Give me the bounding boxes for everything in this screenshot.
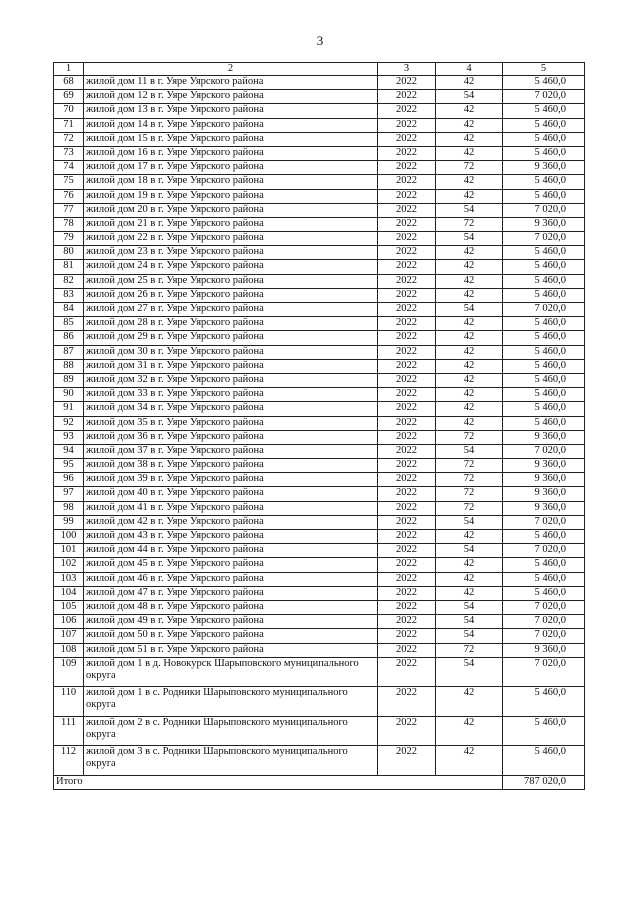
object-name-cell: жилой дом 36 в г. Уяре Уярского района: [84, 430, 378, 444]
row-number-cell: 81: [54, 260, 84, 274]
object-name-cell: жилой дом 19 в г. Уяре Уярского района: [84, 189, 378, 203]
object-name-cell: жилой дом 44 в г. Уяре Уярского района: [84, 544, 378, 558]
object-name-cell: жилой дом 2 в с. Родники Шарыповского муниципального округа: [84, 716, 378, 746]
table-row: [54, 373, 585, 387]
year-cell: 2022: [378, 600, 436, 614]
year-cell: 2022: [378, 558, 436, 572]
amount-cell: 5 460,0: [503, 530, 585, 544]
table-row: [54, 303, 585, 317]
amount-cell: 7 020,0: [503, 90, 585, 104]
row-number-cell: 101: [54, 544, 84, 558]
count-cell: 42: [436, 260, 503, 274]
object-name-cell: жилой дом 23 в г. Уяре Уярского района: [84, 246, 378, 260]
object-name-cell: жилой дом 43 в г. Уяре Уярского района: [84, 530, 378, 544]
amount-cell: 9 360,0: [503, 643, 585, 657]
column-header: 3: [378, 63, 436, 76]
count-cell: 42: [436, 586, 503, 600]
object-name-cell: жилой дом 17 в г. Уяре Уярского района: [84, 161, 378, 175]
year-cell: 2022: [378, 274, 436, 288]
object-name-cell: жилой дом 16 в г. Уяре Уярского района: [84, 146, 378, 160]
object-name-cell: жилой дом 48 в г. Уяре Уярского района: [84, 600, 378, 614]
count-cell: 72: [436, 501, 503, 515]
row-number-cell: 68: [54, 76, 84, 90]
count-cell: 42: [436, 572, 503, 586]
row-number-cell: 105: [54, 600, 84, 614]
table-row: [54, 189, 585, 203]
row-number-cell: 112: [54, 746, 84, 776]
table-row: [54, 459, 585, 473]
object-name-cell: жилой дом 47 в г. Уяре Уярского района: [84, 586, 378, 600]
row-number-cell: 72: [54, 132, 84, 146]
year-cell: 2022: [378, 345, 436, 359]
amount-cell: 9 360,0: [503, 430, 585, 444]
object-name-cell: жилой дом 34 в г. Уяре Уярского района: [84, 402, 378, 416]
amount-cell: 5 460,0: [503, 586, 585, 600]
year-cell: 2022: [378, 161, 436, 175]
table-row: [54, 716, 585, 746]
amount-cell: 5 460,0: [503, 104, 585, 118]
table-row: [54, 359, 585, 373]
amount-cell: 7 020,0: [503, 629, 585, 643]
table-row: [54, 104, 585, 118]
year-cell: 2022: [378, 544, 436, 558]
table-row: [54, 643, 585, 657]
row-number-cell: 90: [54, 388, 84, 402]
amount-cell: 5 460,0: [503, 402, 585, 416]
count-cell: 42: [436, 687, 503, 717]
table-row: [54, 260, 585, 274]
object-name-cell: жилой дом 24 в г. Уяре Уярского района: [84, 260, 378, 274]
object-name-cell: жилой дом 12 в г. Уяре Уярского района: [84, 90, 378, 104]
table-row: [54, 629, 585, 643]
amount-cell: 5 460,0: [503, 359, 585, 373]
year-cell: 2022: [378, 388, 436, 402]
amount-cell: 7 020,0: [503, 232, 585, 246]
count-cell: 42: [436, 746, 503, 776]
amount-cell: 5 460,0: [503, 388, 585, 402]
count-cell: 72: [436, 473, 503, 487]
table-row: [54, 558, 585, 572]
count-cell: 42: [436, 716, 503, 746]
table-row: [54, 746, 585, 776]
object-name-cell: жилой дом 39 в г. Уяре Уярского района: [84, 473, 378, 487]
table-row: [54, 76, 585, 90]
count-cell: 42: [436, 146, 503, 160]
row-number-cell: 91: [54, 402, 84, 416]
year-cell: 2022: [378, 487, 436, 501]
amount-cell: 5 460,0: [503, 746, 585, 776]
row-number-cell: 98: [54, 501, 84, 515]
count-cell: 72: [436, 217, 503, 231]
row-number-cell: 83: [54, 288, 84, 302]
housing-table: [53, 62, 585, 790]
table-row: [54, 687, 585, 717]
row-number-cell: 106: [54, 615, 84, 629]
object-name-cell: жилой дом 42 в г. Уяре Уярского района: [84, 515, 378, 529]
count-cell: 42: [436, 274, 503, 288]
table-header-row: [54, 63, 585, 76]
object-name-cell: жилой дом 28 в г. Уяре Уярского района: [84, 317, 378, 331]
count-cell: 42: [436, 118, 503, 132]
count-cell: 54: [436, 232, 503, 246]
year-cell: 2022: [378, 572, 436, 586]
row-number-cell: 104: [54, 586, 84, 600]
row-number-cell: 87: [54, 345, 84, 359]
row-number-cell: 84: [54, 303, 84, 317]
amount-cell: 5 460,0: [503, 146, 585, 160]
object-name-cell: жилой дом 30 в г. Уяре Уярского района: [84, 345, 378, 359]
year-cell: 2022: [378, 232, 436, 246]
row-number-cell: 96: [54, 473, 84, 487]
table-row: [54, 274, 585, 288]
count-cell: 42: [436, 175, 503, 189]
count-cell: 72: [436, 161, 503, 175]
count-cell: 42: [436, 288, 503, 302]
row-number-cell: 76: [54, 189, 84, 203]
count-cell: 42: [436, 359, 503, 373]
count-cell: 42: [436, 345, 503, 359]
page-number: 3: [316, 33, 324, 48]
column-header: 4: [436, 63, 503, 76]
row-number-cell: 100: [54, 530, 84, 544]
amount-cell: 5 460,0: [503, 132, 585, 146]
row-number-cell: 85: [54, 317, 84, 331]
year-cell: 2022: [378, 643, 436, 657]
year-cell: 2022: [378, 716, 436, 746]
object-name-cell: жилой дом 1 в с. Родники Шарыповского муниципального округа: [84, 687, 378, 717]
table-row: [54, 246, 585, 260]
count-cell: 54: [436, 203, 503, 217]
amount-cell: 5 460,0: [503, 373, 585, 387]
row-number-cell: 97: [54, 487, 84, 501]
object-name-cell: жилой дом 37 в г. Уяре Уярского района: [84, 444, 378, 458]
year-cell: 2022: [378, 118, 436, 132]
table-row: [54, 345, 585, 359]
row-number-cell: 92: [54, 416, 84, 430]
year-cell: 2022: [378, 444, 436, 458]
amount-cell: 9 360,0: [503, 161, 585, 175]
object-name-cell: жилой дом 41 в г. Уяре Уярского района: [84, 501, 378, 515]
row-number-cell: 75: [54, 175, 84, 189]
table-row: [54, 388, 585, 402]
year-cell: 2022: [378, 146, 436, 160]
row-number-cell: 78: [54, 217, 84, 231]
year-cell: 2022: [378, 459, 436, 473]
table-row: [54, 331, 585, 345]
object-name-cell: жилой дом 40 в г. Уяре Уярского района: [84, 487, 378, 501]
table-row: [54, 146, 585, 160]
object-name-cell: жилой дом 38 в г. Уяре Уярского района: [84, 459, 378, 473]
year-cell: 2022: [378, 217, 436, 231]
object-name-cell: жилой дом 21 в г. Уяре Уярского района: [84, 217, 378, 231]
table-body: [54, 63, 585, 790]
total-row: [54, 775, 585, 789]
count-cell: 42: [436, 246, 503, 260]
row-number-cell: 103: [54, 572, 84, 586]
amount-cell: 5 460,0: [503, 246, 585, 260]
count-cell: 54: [436, 657, 503, 687]
table-row: [54, 317, 585, 331]
amount-cell: 5 460,0: [503, 716, 585, 746]
row-number-cell: 102: [54, 558, 84, 572]
table-row: [54, 90, 585, 104]
table-row: [54, 402, 585, 416]
count-cell: 54: [436, 444, 503, 458]
table-row: [54, 515, 585, 529]
table-row: [54, 444, 585, 458]
amount-cell: 7 020,0: [503, 515, 585, 529]
total-label: Итого: [54, 775, 503, 789]
object-name-cell: жилой дом 13 в г. Уяре Уярского района: [84, 104, 378, 118]
amount-cell: 5 460,0: [503, 118, 585, 132]
count-cell: 42: [436, 104, 503, 118]
row-number-cell: 77: [54, 203, 84, 217]
object-name-cell: жилой дом 22 в г. Уяре Уярского района: [84, 232, 378, 246]
count-cell: 42: [436, 373, 503, 387]
row-number-cell: 107: [54, 629, 84, 643]
table-row: [54, 473, 585, 487]
object-name-cell: жилой дом 33 в г. Уяре Уярского района: [84, 388, 378, 402]
amount-cell: 5 460,0: [503, 317, 585, 331]
count-cell: 72: [436, 487, 503, 501]
object-name-cell: жилой дом 1 в д. Новокурск Шарыповского муниципального округа: [84, 657, 378, 687]
table-row: [54, 615, 585, 629]
row-number-cell: 70: [54, 104, 84, 118]
table-row: [54, 416, 585, 430]
amount-cell: 7 020,0: [503, 303, 585, 317]
column-header: 2: [84, 63, 378, 76]
count-cell: 42: [436, 331, 503, 345]
table-row: [54, 657, 585, 687]
amount-cell: 5 460,0: [503, 558, 585, 572]
amount-cell: 7 020,0: [503, 600, 585, 614]
count-cell: 54: [436, 544, 503, 558]
year-cell: 2022: [378, 473, 436, 487]
amount-cell: 5 460,0: [503, 687, 585, 717]
object-name-cell: жилой дом 27 в г. Уяре Уярского района: [84, 303, 378, 317]
column-header: 1: [54, 63, 84, 76]
count-cell: 72: [436, 459, 503, 473]
year-cell: 2022: [378, 246, 436, 260]
object-name-cell: жилой дом 31 в г. Уяре Уярского района: [84, 359, 378, 373]
year-cell: 2022: [378, 90, 436, 104]
year-cell: 2022: [378, 260, 436, 274]
year-cell: 2022: [378, 317, 436, 331]
year-cell: 2022: [378, 175, 436, 189]
year-cell: 2022: [378, 629, 436, 643]
year-cell: 2022: [378, 359, 436, 373]
table-row: [54, 487, 585, 501]
count-cell: 42: [436, 558, 503, 572]
table-row: [54, 118, 585, 132]
object-name-cell: жилой дом 14 в г. Уяре Уярского района: [84, 118, 378, 132]
object-name-cell: жилой дом 3 в с. Родники Шарыповского муниципального округа: [84, 746, 378, 776]
amount-cell: 5 460,0: [503, 331, 585, 345]
year-cell: 2022: [378, 288, 436, 302]
row-number-cell: 74: [54, 161, 84, 175]
row-number-cell: 99: [54, 515, 84, 529]
row-number-cell: 86: [54, 331, 84, 345]
table-row: [54, 600, 585, 614]
amount-cell: 9 360,0: [503, 501, 585, 515]
column-header: 5: [503, 63, 585, 76]
table-row: [54, 530, 585, 544]
year-cell: 2022: [378, 687, 436, 717]
count-cell: 54: [436, 515, 503, 529]
amount-cell: 5 460,0: [503, 189, 585, 203]
amount-cell: 5 460,0: [503, 288, 585, 302]
year-cell: 2022: [378, 203, 436, 217]
amount-cell: 5 460,0: [503, 260, 585, 274]
row-number-cell: 80: [54, 246, 84, 260]
year-cell: 2022: [378, 416, 436, 430]
row-number-cell: 79: [54, 232, 84, 246]
object-name-cell: жилой дом 35 в г. Уяре Уярского района: [84, 416, 378, 430]
table-row: [54, 572, 585, 586]
year-cell: 2022: [378, 331, 436, 345]
table-row: [54, 175, 585, 189]
row-number-cell: 93: [54, 430, 84, 444]
amount-cell: 9 360,0: [503, 459, 585, 473]
object-name-cell: жилой дом 45 в г. Уяре Уярского района: [84, 558, 378, 572]
year-cell: 2022: [378, 402, 436, 416]
amount-cell: 9 360,0: [503, 217, 585, 231]
row-number-cell: 95: [54, 459, 84, 473]
year-cell: 2022: [378, 746, 436, 776]
amount-cell: 7 020,0: [503, 657, 585, 687]
row-number-cell: 108: [54, 643, 84, 657]
count-cell: 72: [436, 430, 503, 444]
year-cell: 2022: [378, 501, 436, 515]
amount-cell: 5 460,0: [503, 572, 585, 586]
object-name-cell: жилой дом 32 в г. Уяре Уярского района: [84, 373, 378, 387]
table-row: [54, 288, 585, 302]
row-number-cell: 73: [54, 146, 84, 160]
year-cell: 2022: [378, 76, 436, 90]
year-cell: 2022: [378, 530, 436, 544]
amount-cell: 5 460,0: [503, 274, 585, 288]
count-cell: 42: [436, 402, 503, 416]
row-number-cell: 88: [54, 359, 84, 373]
row-number-cell: 71: [54, 118, 84, 132]
table-row: [54, 232, 585, 246]
count-cell: 54: [436, 600, 503, 614]
row-number-cell: 82: [54, 274, 84, 288]
table-row: [54, 132, 585, 146]
row-number-cell: 111: [54, 716, 84, 746]
count-cell: 54: [436, 615, 503, 629]
year-cell: 2022: [378, 189, 436, 203]
table-row: [54, 501, 585, 515]
object-name-cell: жилой дом 49 в г. Уяре Уярского района: [84, 615, 378, 629]
object-name-cell: жилой дом 15 в г. Уяре Уярского района: [84, 132, 378, 146]
count-cell: 54: [436, 629, 503, 643]
year-cell: 2022: [378, 132, 436, 146]
row-number-cell: 89: [54, 373, 84, 387]
amount-cell: 7 020,0: [503, 544, 585, 558]
table-row: [54, 217, 585, 231]
total-amount: 787 020,0: [503, 775, 585, 789]
amount-cell: 9 360,0: [503, 487, 585, 501]
count-cell: 42: [436, 132, 503, 146]
year-cell: 2022: [378, 586, 436, 600]
table-row: [54, 203, 585, 217]
year-cell: 2022: [378, 657, 436, 687]
year-cell: 2022: [378, 615, 436, 629]
amount-cell: 7 020,0: [503, 615, 585, 629]
count-cell: 54: [436, 303, 503, 317]
year-cell: 2022: [378, 515, 436, 529]
amount-cell: 7 020,0: [503, 203, 585, 217]
object-name-cell: жилой дом 46 в г. Уяре Уярского района: [84, 572, 378, 586]
count-cell: 72: [436, 643, 503, 657]
amount-cell: 5 460,0: [503, 76, 585, 90]
row-number-cell: 109: [54, 657, 84, 687]
year-cell: 2022: [378, 104, 436, 118]
object-name-cell: жилой дом 51 в г. Уяре Уярского района: [84, 643, 378, 657]
row-number-cell: 94: [54, 444, 84, 458]
object-name-cell: жилой дом 25 в г. Уяре Уярского района: [84, 274, 378, 288]
table-row: [54, 430, 585, 444]
object-name-cell: жилой дом 26 в г. Уяре Уярского района: [84, 288, 378, 302]
table-row: [54, 544, 585, 558]
table-row: [54, 586, 585, 600]
count-cell: 42: [436, 530, 503, 544]
amount-cell: 5 460,0: [503, 345, 585, 359]
table-row: [54, 161, 585, 175]
object-name-cell: жилой дом 50 в г. Уяре Уярского района: [84, 629, 378, 643]
object-name-cell: жилой дом 18 в г. Уяре Уярского района: [84, 175, 378, 189]
object-name-cell: жилой дом 29 в г. Уяре Уярского района: [84, 331, 378, 345]
row-number-cell: 69: [54, 90, 84, 104]
amount-cell: 5 460,0: [503, 175, 585, 189]
year-cell: 2022: [378, 430, 436, 444]
row-number-cell: 110: [54, 687, 84, 717]
amount-cell: 5 460,0: [503, 416, 585, 430]
count-cell: 42: [436, 416, 503, 430]
year-cell: 2022: [378, 303, 436, 317]
amount-cell: 7 020,0: [503, 444, 585, 458]
count-cell: 42: [436, 189, 503, 203]
amount-cell: 9 360,0: [503, 473, 585, 487]
object-name-cell: жилой дом 20 в г. Уяре Уярского района: [84, 203, 378, 217]
count-cell: 54: [436, 90, 503, 104]
count-cell: 42: [436, 317, 503, 331]
object-name-cell: жилой дом 11 в г. Уяре Уярского района: [84, 76, 378, 90]
count-cell: 42: [436, 76, 503, 90]
year-cell: 2022: [378, 373, 436, 387]
count-cell: 42: [436, 388, 503, 402]
